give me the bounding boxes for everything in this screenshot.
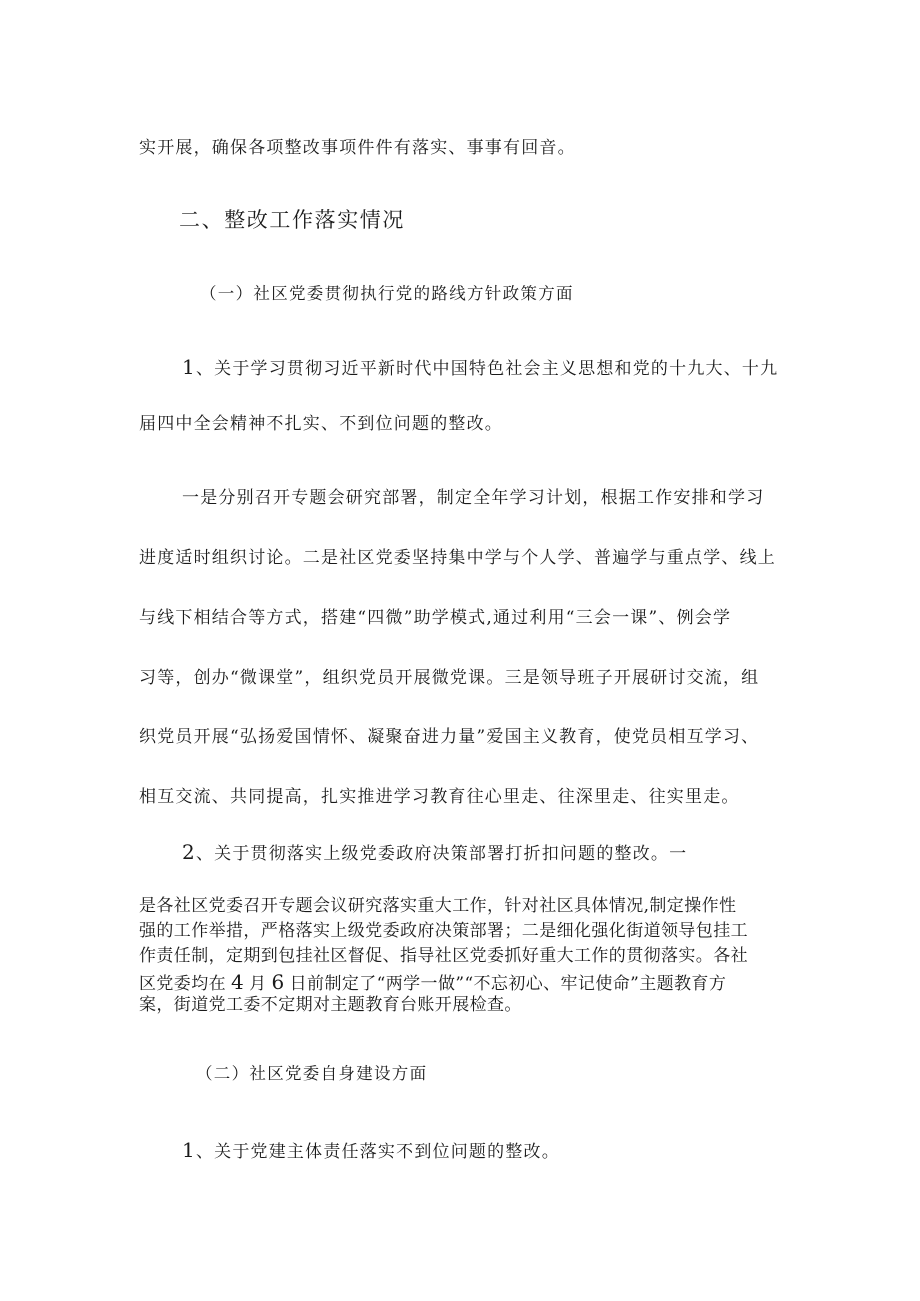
part1-item1-heading-line1 — [182, 357, 778, 378]
dense-paragraph-line: 强的工作举措，严格落实上级党委政府决策部署；二是细化强化街道领导包挂工 — [139, 921, 748, 941]
dense-paragraph-line: 案，街道党工委不定期对主题教育台账开展检查。 — [139, 995, 522, 1015]
part2-title: （二）社区党委自身建设方面 — [196, 1064, 428, 1083]
part1-item2-heading-text: 、关于贯彻落实上级党委政府决策部署打折扣问题的整改。一 — [195, 844, 688, 864]
dense-paragraph-line: 是各社区党委召开专题会议研究落实重大工作，针对社区具体情况,制定操作性 — [139, 896, 737, 916]
part1-title: （一）社区党委贯彻执行党的路线方针政策方面 — [200, 284, 574, 303]
dense-l4-post: 日前制定了“两学一做”“不忘初心、牢记使命”主题教育方 — [289, 974, 727, 994]
part2-item1-number: 1 — [182, 1138, 196, 1162]
dense-l4-mid: 月 — [249, 974, 267, 994]
paragraph-line: 一是分别召开专题会研究部署，制定全年学习计划，根据工作安排和学习 — [182, 488, 765, 508]
date-day: 6 — [271, 970, 285, 994]
part1-item1-number: 1 — [182, 355, 196, 379]
part1-item1-heading-line2: 届四中全会精神不扎实、不到位问题的整改。 — [139, 414, 503, 434]
part2-item1-heading — [182, 1140, 560, 1161]
dense-l4-pre: 区党委均在 — [139, 974, 226, 994]
part1-item2-number: 2 — [182, 840, 196, 864]
part1-item1-heading-text: 、关于学习贯彻习近平新时代中国特色社会主义思想和党的十九大、十九 — [195, 359, 779, 379]
section-title: 二、整改工作落实情况 — [179, 208, 405, 232]
paragraph-line: 相互交流、共同提高，扎实推进学习教育往心里走、往深里走、往实里走。 — [139, 787, 740, 807]
intro-line: 实开展，确保各项整改事项件件有落实、事事有回音。 — [139, 138, 576, 158]
part1-item2-heading — [182, 842, 687, 863]
paragraph-line: 与线下相结合等方式，搭建“四微”助学模式,通过利用“三会一课”、例会学 — [139, 608, 732, 628]
paragraph-line: 织党员开展“弘扬爱国情怀、凝聚奋进力量”爱国主义教育，使党员相互学习、 — [139, 727, 760, 747]
part2-item1-heading-text: 、关于党建主体责任落实不到位问题的整改。 — [195, 1142, 560, 1162]
paragraph-line: 习等，创办“微课堂”，组织党员开展微党课。三是领导班子开展研讨交流，组 — [139, 668, 760, 688]
paragraph-line: 进度适时组织讨论。二是社区党委坚持集中学与个人学、普遍学与重点学、线上 — [139, 548, 776, 568]
dense-paragraph-line: 作责任制，定期到包挂社区督促、指导社区党委抓好重大工作的贯彻落实。各社 — [139, 946, 748, 966]
date-month: 4 — [231, 970, 245, 994]
dense-paragraph-line — [139, 972, 726, 993]
